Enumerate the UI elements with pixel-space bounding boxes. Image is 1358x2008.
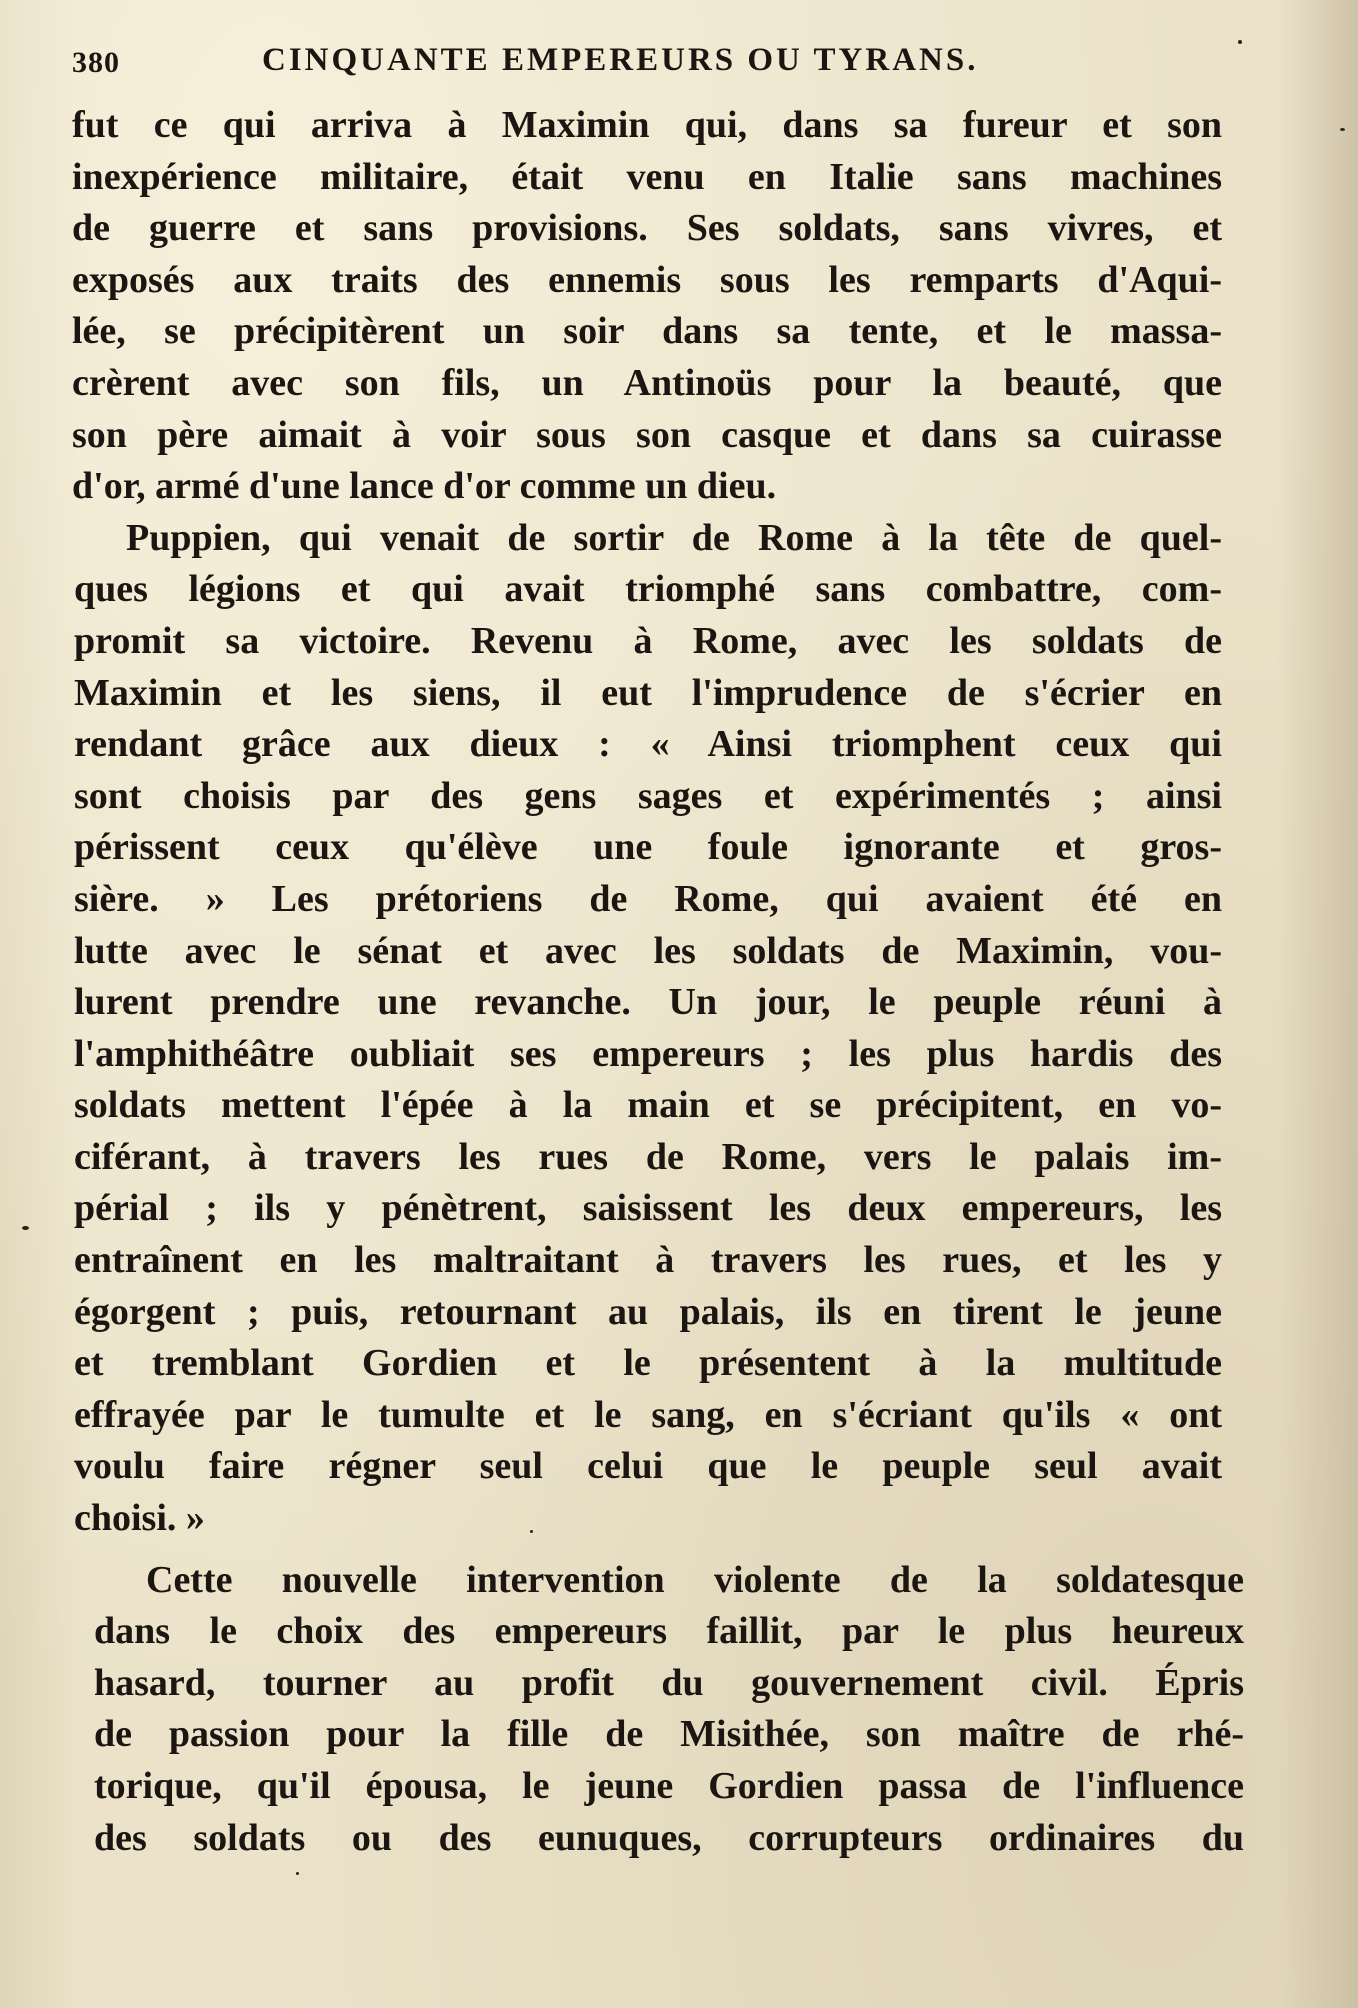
text-line: périal ; ils y pénètrent, saisissent les deux empereurs, les (74, 1187, 1222, 1230)
text-line: son père aimait à voir sous son casque et dans sa cuirasse (72, 413, 1222, 456)
text-line: crèrent avec son fils, un Antinoüs pour la beauté, que (72, 361, 1222, 404)
text-line: entraînent en les maltraitant à travers les rues, et les y (74, 1239, 1222, 1282)
text-line: égorgent ; puis, retournant au palais, ils en tirent le jeune (74, 1290, 1222, 1333)
paragraph-gap (72, 1545, 1222, 1555)
text-line: l'amphithéâtre oubliait ses empereurs ; les plus hardis des (74, 1032, 1222, 1075)
text-line: lutte avec le sénat et avec les soldats de Maximin, vou- (74, 929, 1222, 972)
text-line: promit sa victoire. Revenu à Rome, avec les soldats de (74, 619, 1222, 662)
text-line: lée, se précipitèrent un soir dans sa tente, et le massa- (72, 310, 1222, 353)
text-line: choisi. » (74, 1497, 205, 1540)
text-line: ciférant, à travers les rues de Rome, vers le palais im- (74, 1135, 1222, 1178)
text-line: lurent prendre une revanche. Un jour, le peuple réuni à (74, 981, 1222, 1024)
ink-speck (1238, 40, 1242, 44)
text-line: périssent ceux qu'élève une foule ignorante et gros- (74, 826, 1222, 869)
text-line: Maximin et les siens, il eut l'imprudence de s'écrier en (74, 671, 1222, 714)
text-line: Cette nouvelle intervention violente de la soldatesque (146, 1558, 1244, 1601)
text-line: et tremblant Gordien et le présentent à la multitude (74, 1342, 1222, 1385)
ink-speck (1340, 128, 1345, 131)
text-line: des soldats ou des eunuques, corrupteurs ordinaires du (94, 1816, 1244, 1859)
text-line: de passion pour la fille de Misithée, son maître de rhé- (94, 1713, 1244, 1756)
text-line: effrayée par le tumulte et le sang, en s'écriant qu'ils « ont (74, 1393, 1222, 1436)
text-line: dans le choix des empereurs faillit, par le plus heureux (94, 1610, 1244, 1653)
paragraph-3 (94, 1555, 1244, 1865)
text-line: voulu faire régner seul celui que le peuple seul avait (74, 1445, 1222, 1488)
text-line: Puppien, qui venait de sortir de Rome à la tête de quel- (126, 516, 1222, 559)
text-line: sière. » Les prétoriens de Rome, qui avaient été en (74, 877, 1222, 920)
text-line: d'or, armé d'une lance d'or comme un dieu. (72, 465, 777, 508)
text-line: sont choisis par des gens sages et expérimentés ; ainsi (74, 774, 1222, 817)
body-text (72, 100, 1244, 1864)
text-line: hasard, tourner au profit du gouvernement civil. Épris (94, 1661, 1244, 1704)
text-line: inexpérience militaire, était venu en Italie sans machines (72, 155, 1222, 198)
ink-speck (296, 1872, 299, 1875)
text-line: ques légions et qui avait triomphé sans combattre, com- (74, 568, 1222, 611)
text-line: fut ce qui arriva à Maximin qui, dans sa fureur et son (72, 104, 1222, 146)
ink-speck (22, 1226, 29, 1230)
text-line: torique, qu'il épousa, le jeune Gordien passa de l'influence (94, 1765, 1244, 1807)
running-title: CINQUANTE EMPEREURS OU TYRANS. (262, 42, 979, 78)
ink-speck (530, 1530, 533, 1533)
paragraph-1 (72, 100, 1222, 513)
text-line: soldats mettent l'épée à la main et se précipitent, en vo- (74, 1084, 1222, 1127)
paragraph-2 (74, 513, 1222, 1545)
text-line: exposés aux traits des ennemis sous les remparts d'Aqui- (72, 258, 1222, 301)
text-line: de guerre et sans provisions. Ses soldats, sans vivres, et (72, 207, 1222, 250)
text-line: rendant grâce aux dieux : « Ainsi triomphent ceux qui (74, 723, 1222, 766)
page-number: 380 (72, 46, 120, 79)
page-header (72, 40, 1232, 90)
